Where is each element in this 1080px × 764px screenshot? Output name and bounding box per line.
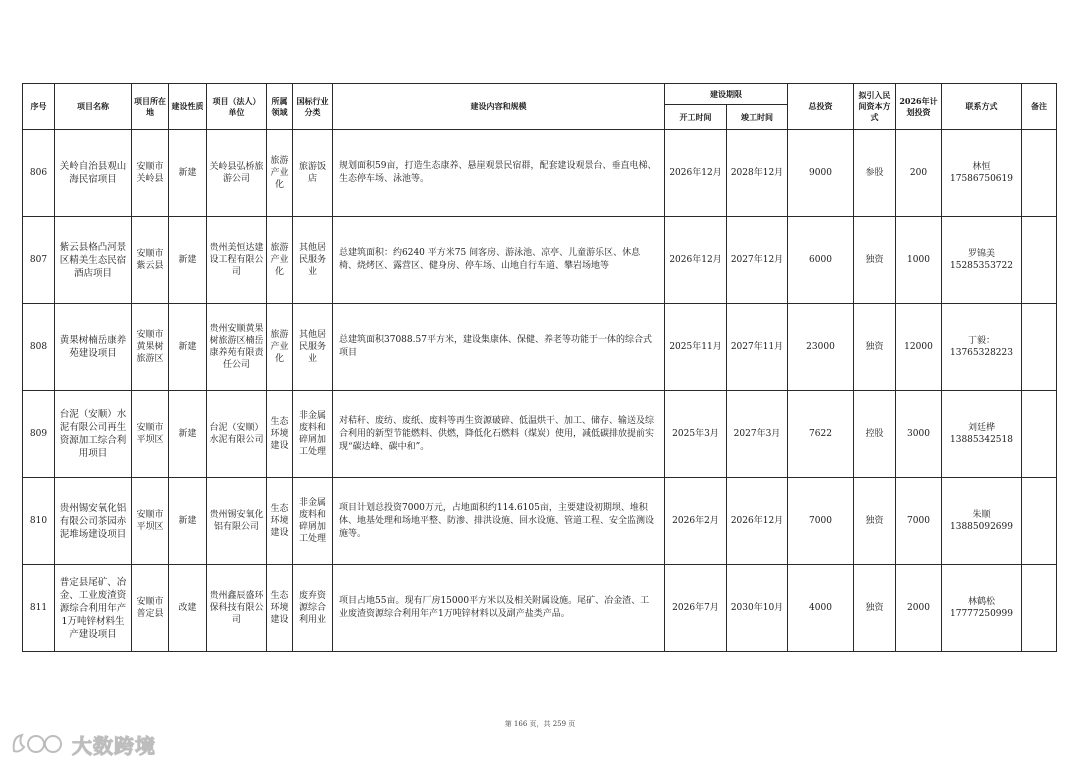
cell-field: 旅游产业化 xyxy=(267,304,293,391)
cell-name: 关岭自治县观山海民宿项目 xyxy=(55,130,132,217)
cell-plan: 2000 xyxy=(896,565,942,652)
cell-seq: 811 xyxy=(23,565,55,652)
page-number: 第 166 页，共 259 页 xyxy=(504,720,576,728)
cell-location: 安顺市关岭县 xyxy=(132,130,169,217)
cell-end: 2027年12月 xyxy=(727,217,788,304)
cell-content: 项目占地55亩。现有厂房15000平方米以及相关附属设施。尾矿、冶金渣、工业废渣资源综合利用年产1万吨锌材料以及副产盐类产品。 xyxy=(333,565,665,652)
contact-phone: 15285353722 xyxy=(950,261,1013,271)
header-location: 项目所在地 xyxy=(132,84,169,130)
cell-content: 项目计划总投资7000万元，占地面积约114.6105亩，主要建设初期坝、堆积体、地基处理和场地平整、防渗、排洪设施、回水设施、管道工程、安全监测设施等。 xyxy=(333,478,665,565)
cell-end: 2027年3月 xyxy=(727,391,788,478)
cell-field: 生态环境建设 xyxy=(267,565,293,652)
cell-contact xyxy=(942,478,1022,565)
contact-phone: 17777250999 xyxy=(950,609,1013,619)
project-table xyxy=(22,83,1057,652)
cell-location: 安顺市紫云县 xyxy=(132,217,169,304)
cell-method: 独资 xyxy=(854,217,896,304)
cell-end: 2030年10月 xyxy=(727,565,788,652)
cell-start: 2025年3月 xyxy=(665,391,727,478)
cell-location: 安顺市黄果树旅游区 xyxy=(132,304,169,391)
table-row xyxy=(23,304,1057,391)
cell-start: 2026年12月 xyxy=(665,217,727,304)
cell-name: 普定县尾矿、冶金、工业废渣资源综合利用年产1万吨锌材料生产建设项目 xyxy=(55,565,132,652)
cell-investment: 9000 xyxy=(788,130,854,217)
cell-name: 黄果树楠岳康养苑建设项目 xyxy=(55,304,132,391)
cell-unit: 贵州安顺黄果树旅游区楠岳康养苑有限责任公司 xyxy=(207,304,267,391)
header-content: 建设内容和规模 xyxy=(333,84,665,130)
cell-start: 2026年12月 xyxy=(665,130,727,217)
cell-name: 紫云县格凸河景区精美生态民宿酒店项目 xyxy=(55,217,132,304)
cell-content: 规划面积59亩，打造生态康养、悬崖观景民宿群，配套建设观景台、垂直电梯、生态停车场、泳池等。 xyxy=(333,130,665,217)
cell-seq: 807 xyxy=(23,217,55,304)
cell-content: 总建筑面积：约6240 平方米75 间客房、游泳池、凉亭、儿童游乐区、休息椅、烧烤区、露营区、健身房、停车场、山地自行车道、攀岩场地等 xyxy=(333,217,665,304)
cell-investment: 7000 xyxy=(788,478,854,565)
cell-unit: 关岭县弘桥旅游公司 xyxy=(207,130,267,217)
contact-phone: 13885342518 xyxy=(950,435,1013,445)
cell-end: 2028年12月 xyxy=(727,130,788,217)
header-start: 开工时间 xyxy=(665,105,727,130)
cell-field: 生态环境建设 xyxy=(267,391,293,478)
contact-name: 刘廷桦 xyxy=(967,423,995,433)
table-row xyxy=(23,478,1057,565)
cell-plan: 3000 xyxy=(896,391,942,478)
contact-name: 丁毅： xyxy=(967,336,995,346)
cell-method: 独资 xyxy=(854,478,896,565)
header-remark: 备注 xyxy=(1022,84,1057,130)
header-contact: 联系方式 xyxy=(942,84,1022,130)
cell-investment: 6000 xyxy=(788,217,854,304)
table-row xyxy=(23,565,1057,652)
cell-method: 独资 xyxy=(854,304,896,391)
cell-nature: 新建 xyxy=(169,217,207,304)
contact-name: 罗锦美 xyxy=(967,249,995,259)
cell-seq: 810 xyxy=(23,478,55,565)
header-name: 项目名称 xyxy=(55,84,132,130)
cell-industry: 非金属废料和碎屑加工处理 xyxy=(293,478,333,565)
cell-location: 安顺市普定县 xyxy=(132,565,169,652)
cell-contact xyxy=(942,565,1022,652)
watermark-logo-icon xyxy=(8,729,64,759)
cell-nature: 改建 xyxy=(169,565,207,652)
cell-nature: 新建 xyxy=(169,391,207,478)
table-row xyxy=(23,217,1057,304)
cell-industry: 其他居民服务业 xyxy=(293,217,333,304)
watermark xyxy=(8,729,156,759)
cell-plan: 1000 xyxy=(896,217,942,304)
cell-end: 2027年11月 xyxy=(727,304,788,391)
contact-phone: 13885092699 xyxy=(950,522,1013,532)
project-table-wrapper xyxy=(22,83,1057,652)
cell-unit: 贵州美恒达建设工程有限公司 xyxy=(207,217,267,304)
cell-unit: 贵州锡安氧化铝有限公司 xyxy=(207,478,267,565)
cell-industry: 其他居民服务业 xyxy=(293,304,333,391)
contact-name: 朱顺 xyxy=(972,510,991,520)
table-row xyxy=(23,391,1057,478)
header-seq: 序号 xyxy=(23,84,55,130)
cell-start: 2026年2月 xyxy=(665,478,727,565)
cell-contact xyxy=(942,304,1022,391)
watermark-text: 大数跨境 xyxy=(72,733,156,758)
cell-nature: 新建 xyxy=(169,304,207,391)
cell-location: 安顺市平坝区 xyxy=(132,478,169,565)
cell-method: 参股 xyxy=(854,130,896,217)
cell-industry: 非金属废料和碎屑加工处理 xyxy=(293,391,333,478)
header-plan: 2026年计划投资 xyxy=(896,84,942,130)
cell-start: 2026年7月 xyxy=(665,565,727,652)
cell-nature: 新建 xyxy=(169,478,207,565)
cell-remark xyxy=(1022,130,1057,217)
cell-seq: 809 xyxy=(23,391,55,478)
cell-start: 2025年11月 xyxy=(665,304,727,391)
cell-plan: 7000 xyxy=(896,478,942,565)
cell-name: 台泥（安顺）水泥有限公司再生资源加工综合利用项目 xyxy=(55,391,132,478)
cell-field: 生态环境建设 xyxy=(267,478,293,565)
header-industry: 国标行业分类 xyxy=(293,84,333,130)
cell-unit: 台泥（安顺）水泥有限公司 xyxy=(207,391,267,478)
cell-seq: 806 xyxy=(23,130,55,217)
cell-content: 对秸秆、废纺、废纸、废料等再生资源破碎、低温烘干、加工、储存、输送及综合利用的新型节能燃料、供燃，降低化石燃料（煤炭）使用，减低碳排放提前实现“碳达峰、碳中和”。 xyxy=(333,391,665,478)
cell-remark xyxy=(1022,565,1057,652)
cell-unit: 贵州鑫辰盛环保科技有限公司 xyxy=(207,565,267,652)
cell-name: 贵州锡安氧化铝有限公司茶园赤泥堆场建设项目 xyxy=(55,478,132,565)
header-field: 所属领域 xyxy=(267,84,293,130)
cell-contact xyxy=(942,391,1022,478)
contact-phone: 13765328223 xyxy=(950,348,1013,358)
cell-industry: 废弃资源综合利用业 xyxy=(293,565,333,652)
contact-phone: 17586750619 xyxy=(950,174,1013,184)
table-row xyxy=(23,130,1057,217)
cell-field: 旅游产业化 xyxy=(267,130,293,217)
header-method: 拟引入民间资本方式 xyxy=(854,84,896,130)
cell-contact xyxy=(942,130,1022,217)
cell-remark xyxy=(1022,391,1057,478)
cell-end: 2026年12月 xyxy=(727,478,788,565)
header-nature: 建设性质 xyxy=(169,84,207,130)
cell-plan: 200 xyxy=(896,130,942,217)
cell-content: 总建筑面积37088.57平方米，建设集康体、保健、养老等功能于一体的综合式项目 xyxy=(333,304,665,391)
cell-investment: 4000 xyxy=(788,565,854,652)
header-end: 竣工时间 xyxy=(727,105,788,130)
cell-investment: 7622 xyxy=(788,391,854,478)
cell-location: 安顺市平坝区 xyxy=(132,391,169,478)
cell-field: 旅游产业化 xyxy=(267,217,293,304)
cell-investment: 23000 xyxy=(788,304,854,391)
contact-name: 林恒 xyxy=(972,162,991,172)
cell-contact xyxy=(942,217,1022,304)
cell-remark xyxy=(1022,217,1057,304)
cell-remark xyxy=(1022,304,1057,391)
cell-method: 控股 xyxy=(854,391,896,478)
cell-method: 独资 xyxy=(854,565,896,652)
contact-name: 林鹤松 xyxy=(967,597,995,607)
header-period: 建设期限 xyxy=(665,84,788,105)
cell-nature: 新建 xyxy=(169,130,207,217)
cell-plan: 12000 xyxy=(896,304,942,391)
cell-seq: 808 xyxy=(23,304,55,391)
cell-industry: 旅游饭店 xyxy=(293,130,333,217)
header-investment: 总投资 xyxy=(788,84,854,130)
cell-remark xyxy=(1022,478,1057,565)
header-unit: 项目（法人）单位 xyxy=(207,84,267,130)
